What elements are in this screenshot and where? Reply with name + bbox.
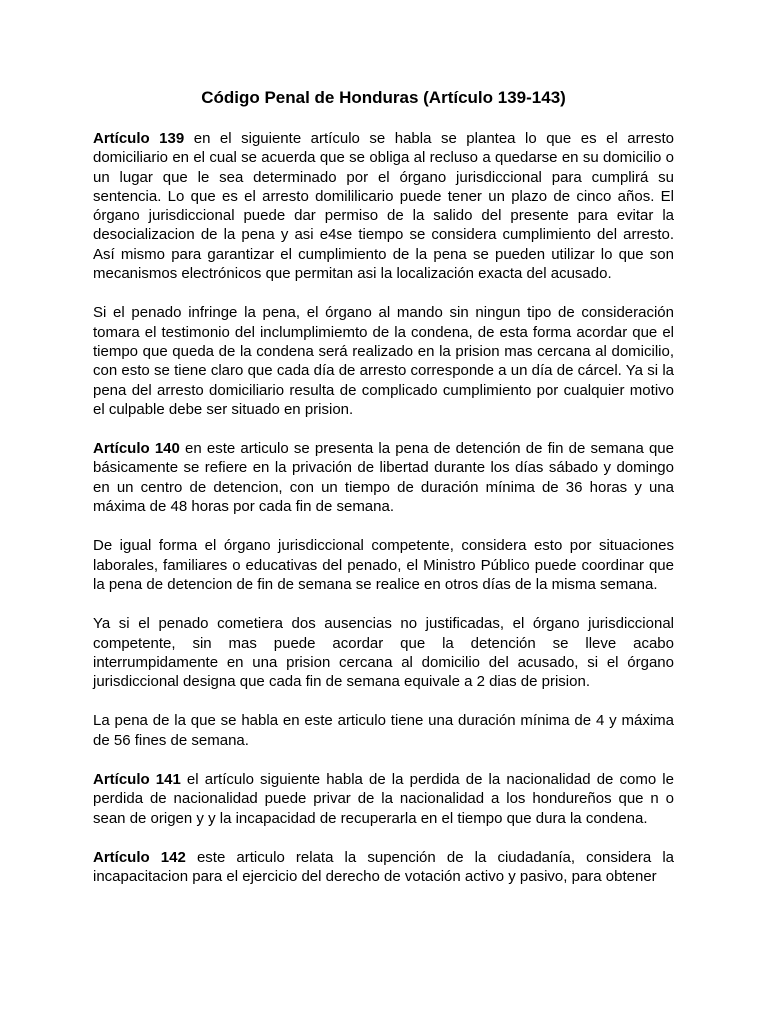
document-title: Código Penal de Honduras (Artículo 139-143) [201,88,566,107]
paragraph-articulo-139 [93,129,674,283]
paragraph-ausencias [93,614,674,691]
paragraph-text: La pena de la que se habla en este articulo tiene una duración mínima de 4 y máxima de 56 fines de semana. [93,712,674,749]
article-heading: Artículo 139 [93,130,185,147]
paragraph-text: el artículo siguiente habla de la perdida de la nacionalidad de como le perdida de nacionalidad puede privar de la nacionalidad a los hondureños que n o sean de origen y y la incapacidad de recuperarla en el tiempo que dura la condena. [93,771,674,827]
paragraph-text: en el siguiente artículo se habla se plantea lo que es el arresto domiciliario en el cual se acuerda que se obliga al recluso a quedarse en su domicilio o un lugar que le sea determinado por el órgano jurisdiccional para cumplirá su sentencia. Lo que es el arresto domililicario puede tener un plazo de cinco años. El órgano jurisdiccional puede dar permiso de la salido del presente para evitar la desocializacion de la pena y asi e4se tiempo se considera cumplimiento del arresto. Así mismo para garantizar el cumplimiento de la pena se pueden utilizar lo que son mecanismos electrónicos que permitan asi la localización exacta del acusado. [93,130,674,283]
paragraph-text: Si el penado infringe la pena, el órgano al mando sin ningun tipo de consideración tomara el testimonio del inclumplimiemto de la condena, de esta forma acordar que el tiempo que queda de la condena será realizado en la prision mas cercana al domicilio, con esto se tiene claro que cada día de arresto corresponde a un día de cárcel. Ya si la pena del arresto domiciliario resulta de complicado cumplimiento por cualquier motivo el culpable debe ser situado en prision. [93,304,674,418]
document-page [93,86,674,907]
paragraph-igual-forma [93,536,674,594]
article-heading: Artículo 141 [93,771,181,789]
paragraph-text: en este articulo se presenta la pena de detención de fin de semana que básicamente se refiere en la privación de libertad durante los días sábado y domingo en un centro de detencion, con un tiempo de duración mínima de 36 horas y una máxima de 48 horas por cada fin de semana. [93,440,674,516]
paragraph-text: Ya si el penado cometiera dos ausencias no justificadas, el órgano jurisdiccional competente, sin mas puede acordar que la detención se lleve acabo interrumpidamente en una prision cercana al domicilio del acusado, si el órgano jurisdiccional designa que cada fin de semana equivale a 2 dias de prision. [93,615,674,691]
paragraph-articulo-140 [93,439,674,516]
paragraph-articulo-142 [93,848,674,887]
article-heading: Artículo 142 [93,848,186,866]
paragraph-duracion [93,711,674,750]
paragraph-articulo-141 [93,770,674,828]
paragraph-text: este articulo relata la supención de la ciudadanía, considera la incapacitacion para el ejercicio del derecho de votación activo y pasivo, para obtener [93,848,674,886]
paragraph-infringe-pena [93,303,674,419]
paragraph-text: De igual forma el órgano jurisdiccional competente, considera esto por situaciones laborales, familiares o educativas del penado, el Ministro Público puede coordinar que la pena de detencion de fin de semana se realice en otros días de la misma semana. [93,537,674,593]
article-heading: Artículo 140 [93,440,180,458]
